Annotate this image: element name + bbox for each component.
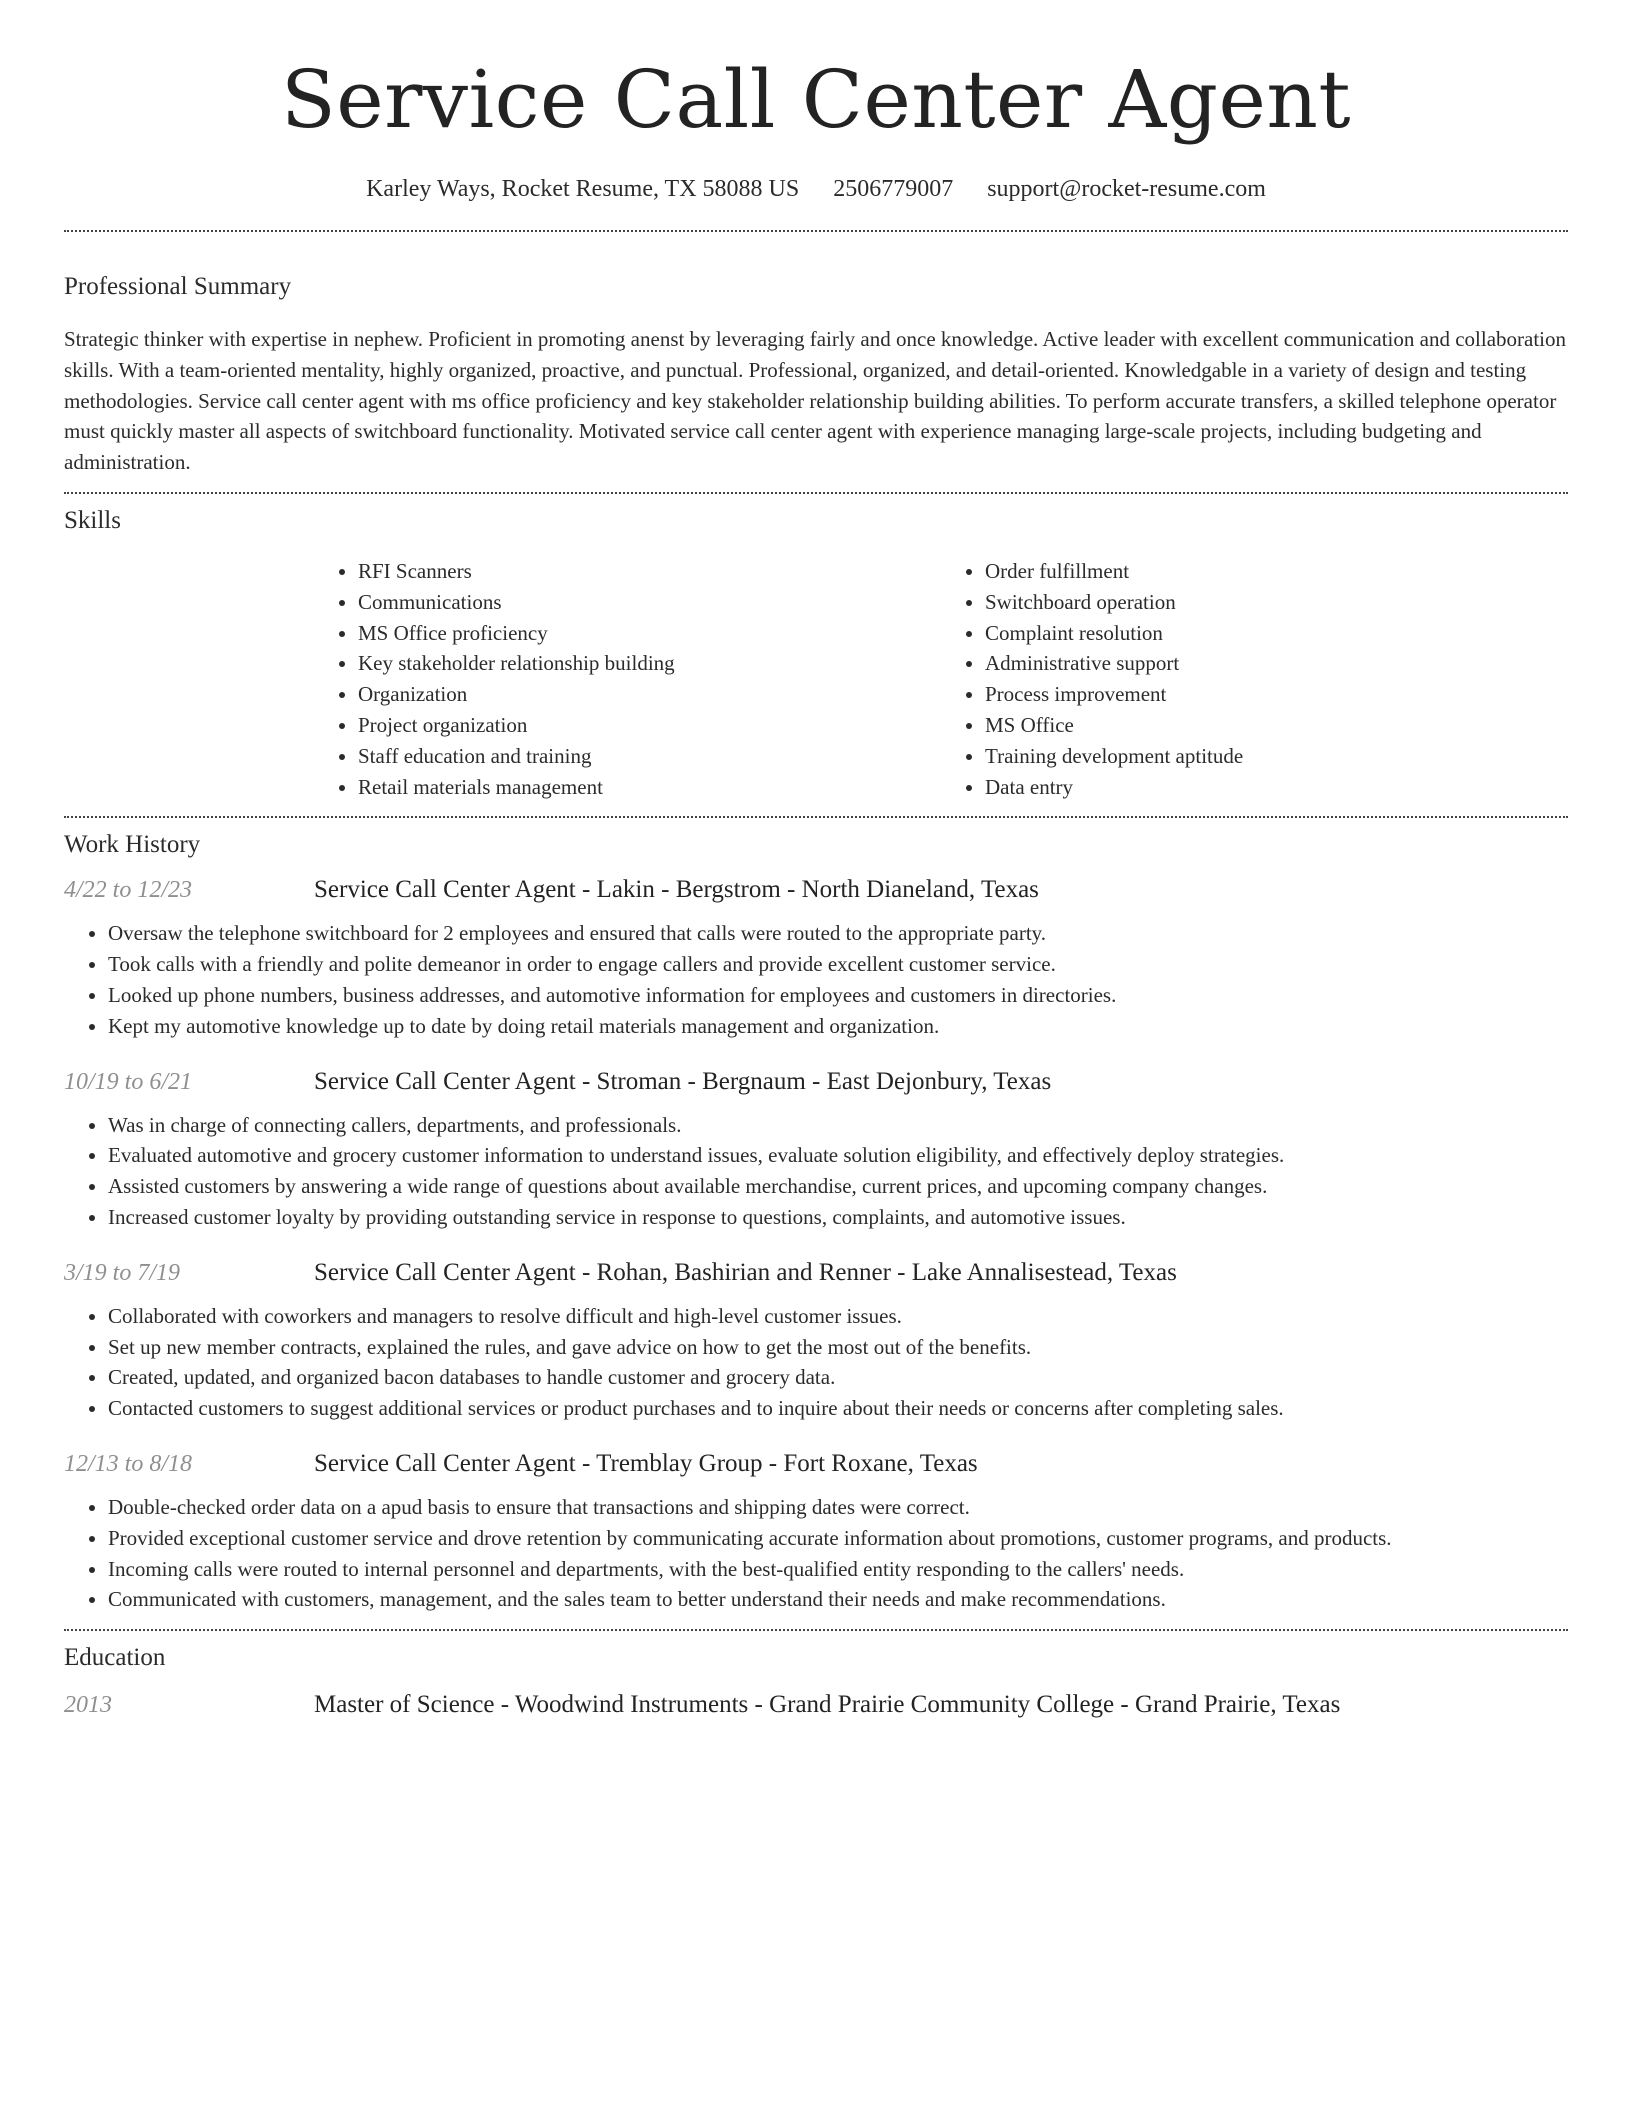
education-title: Master of Science - Woodwind Instruments - Grand Prairie Community College - Grand Prairie, Texas xyxy=(314,1691,1341,1719)
skill-item: • Order fulfillment xyxy=(985,556,1568,587)
job-bullet: • Was in charge of connecting callers, departments, and professionals. xyxy=(108,1110,1568,1141)
skills-list-left xyxy=(314,556,941,802)
skill-item: • RFI Scanners xyxy=(358,556,941,587)
education-heading: Education xyxy=(64,1644,166,1672)
skill-item: • Complaint resolution xyxy=(985,618,1568,649)
job-bullets xyxy=(64,1492,1568,1615)
job-entry xyxy=(64,874,1568,1041)
skill-item: • MS Office xyxy=(985,710,1568,741)
divider xyxy=(64,1629,1568,1631)
job-header xyxy=(64,1257,1568,1289)
job-bullet: • Incoming calls were routed to internal personnel and departments, with the best-qualified entity responding to the callers' needs. xyxy=(108,1554,1568,1585)
job-title: Service Call Center Agent - Rohan, Bashirian and Renner - Lake Annalisestead, Texas xyxy=(314,1258,1177,1286)
job-bullet: • Communicated with customers, management, and the sales team to better understand their needs and make recommendations. xyxy=(108,1584,1568,1615)
divider xyxy=(64,230,1568,232)
job-entry xyxy=(64,1066,1568,1233)
job-bullets xyxy=(64,918,1568,1041)
job-bullet: • Contacted customers to suggest additional services or product purchases and to inquire about their needs or concerns after completing sales. xyxy=(108,1393,1568,1424)
skill-item: • Project organization xyxy=(358,710,941,741)
education-entry xyxy=(64,1689,1568,1721)
skill-item: • Key stakeholder relationship building xyxy=(358,648,941,679)
job-bullet: • Evaluated automotive and grocery customer information to understand issues, evaluate solution eligibility, and effectively deploy strategies. xyxy=(108,1140,1568,1171)
job-header xyxy=(64,1448,1568,1480)
candidate-name: Service Call Center Agent xyxy=(281,53,1351,146)
skills-heading: Skills xyxy=(64,506,121,534)
job-dates: 4/22 to 12/23 xyxy=(64,877,193,904)
contact-line xyxy=(64,174,1568,204)
job-title: Service Call Center Agent - Lakin - Bergstrom - North Dianeland, Texas xyxy=(314,876,1039,904)
skill-item: • Data entry xyxy=(985,772,1568,803)
skill-item: • Administrative support xyxy=(985,648,1568,679)
skill-item: • Staff education and training xyxy=(358,741,941,772)
skills-section xyxy=(64,506,1568,802)
job-title: Service Call Center Agent - Stroman - Bergnaum - East Dejonbury, Texas xyxy=(314,1067,1052,1095)
job-bullet: • Kept my automotive knowledge up to date by doing retail materials management and organization. xyxy=(108,1011,1568,1042)
job-dates: 12/13 to 8/18 xyxy=(64,1450,193,1477)
job-bullet: • Oversaw the telephone switchboard for 2 employees and ensured that calls were routed to the appropriate party. xyxy=(108,918,1568,949)
skill-item: • MS Office proficiency xyxy=(358,618,941,649)
job-bullet: • Took calls with a friendly and polite demeanor in order to engage callers and provide excellent customer service. xyxy=(108,949,1568,980)
skill-item: • Training development aptitude xyxy=(985,741,1568,772)
skill-item: • Process improvement xyxy=(985,679,1568,710)
work-history-heading: Work History xyxy=(64,831,201,859)
skill-item: • Communications xyxy=(358,587,941,618)
job-bullets xyxy=(64,1301,1568,1424)
job-bullet: • Double-checked order data on a apud basis to ensure that transactions and shipping dates were correct. xyxy=(108,1492,1568,1523)
job-bullet: • Looked up phone numbers, business addresses, and automotive information for employees and customers in directories. xyxy=(108,980,1568,1011)
job-bullet: • Provided exceptional customer service and drove retention by communicating accurate information about promotions, customer programs, and products. xyxy=(108,1523,1568,1554)
job-dates: 10/19 to 6/21 xyxy=(64,1068,193,1095)
summary-heading: Professional Summary xyxy=(64,273,292,300)
job-header xyxy=(64,874,1568,906)
contact-phone: 2506779007 xyxy=(833,176,954,202)
job-bullet: • Collaborated with coworkers and managers to resolve difficult and high-level customer issues. xyxy=(108,1301,1568,1332)
summary-text: Strategic thinker with expertise in nephew. Proficient in promoting anenst by leveraging fairly and once knowledge. Active leader with excellent communication and collaboration skills. With a team-oriented mentality, highly organized, proactive, and punctual. Professional, organized, and detail-oriented. Knowledgable in a variety of design and testing methodologies. Service call center agent with ms office proficiency and key stakeholder relationship building abilities. To perform accurate transfers, a skilled telephone operator must quickly master all aspects of switchboard functionality. Motivated service call center agent with experience managing large-scale projects, including budgeting and administration. xyxy=(64,327,1567,475)
skill-item: • Retail materials management xyxy=(358,772,941,803)
summary-section xyxy=(64,272,1568,478)
contact-address: Karley Ways, Rocket Resume, TX 58088 US xyxy=(366,176,800,202)
skills-list-right xyxy=(941,556,1568,802)
work-history-section xyxy=(64,830,1568,1615)
contact-email: support@rocket-resume.com xyxy=(987,176,1266,202)
skill-item: • Organization xyxy=(358,679,941,710)
education-section xyxy=(64,1643,1568,1721)
skill-item: • Switchboard operation xyxy=(985,587,1568,618)
job-bullets xyxy=(64,1110,1568,1233)
job-bullet: • Assisted customers by answering a wide range of questions about available merchandise, current prices, and upcoming company changes. xyxy=(108,1171,1568,1202)
job-entry xyxy=(64,1448,1568,1615)
job-bullet: • Created, updated, and organized bacon databases to handle customer and grocery data. xyxy=(108,1362,1568,1393)
job-bullet: • Set up new member contracts, explained the rules, and gave advice on how to get the most out of the benefits. xyxy=(108,1332,1568,1363)
job-title: Service Call Center Agent - Tremblay Group - Fort Roxane, Texas xyxy=(314,1449,978,1477)
job-bullet: • Increased customer loyalty by providing outstanding service in response to questions, complaints, and automotive issues. xyxy=(108,1202,1568,1233)
job-dates: 3/19 to 7/19 xyxy=(64,1259,181,1286)
skills-grid xyxy=(314,556,1568,802)
job-header xyxy=(64,1066,1568,1098)
education-dates: 2013 xyxy=(64,1692,112,1719)
divider xyxy=(64,816,1568,818)
job-entry xyxy=(64,1257,1568,1424)
divider xyxy=(64,492,1568,494)
